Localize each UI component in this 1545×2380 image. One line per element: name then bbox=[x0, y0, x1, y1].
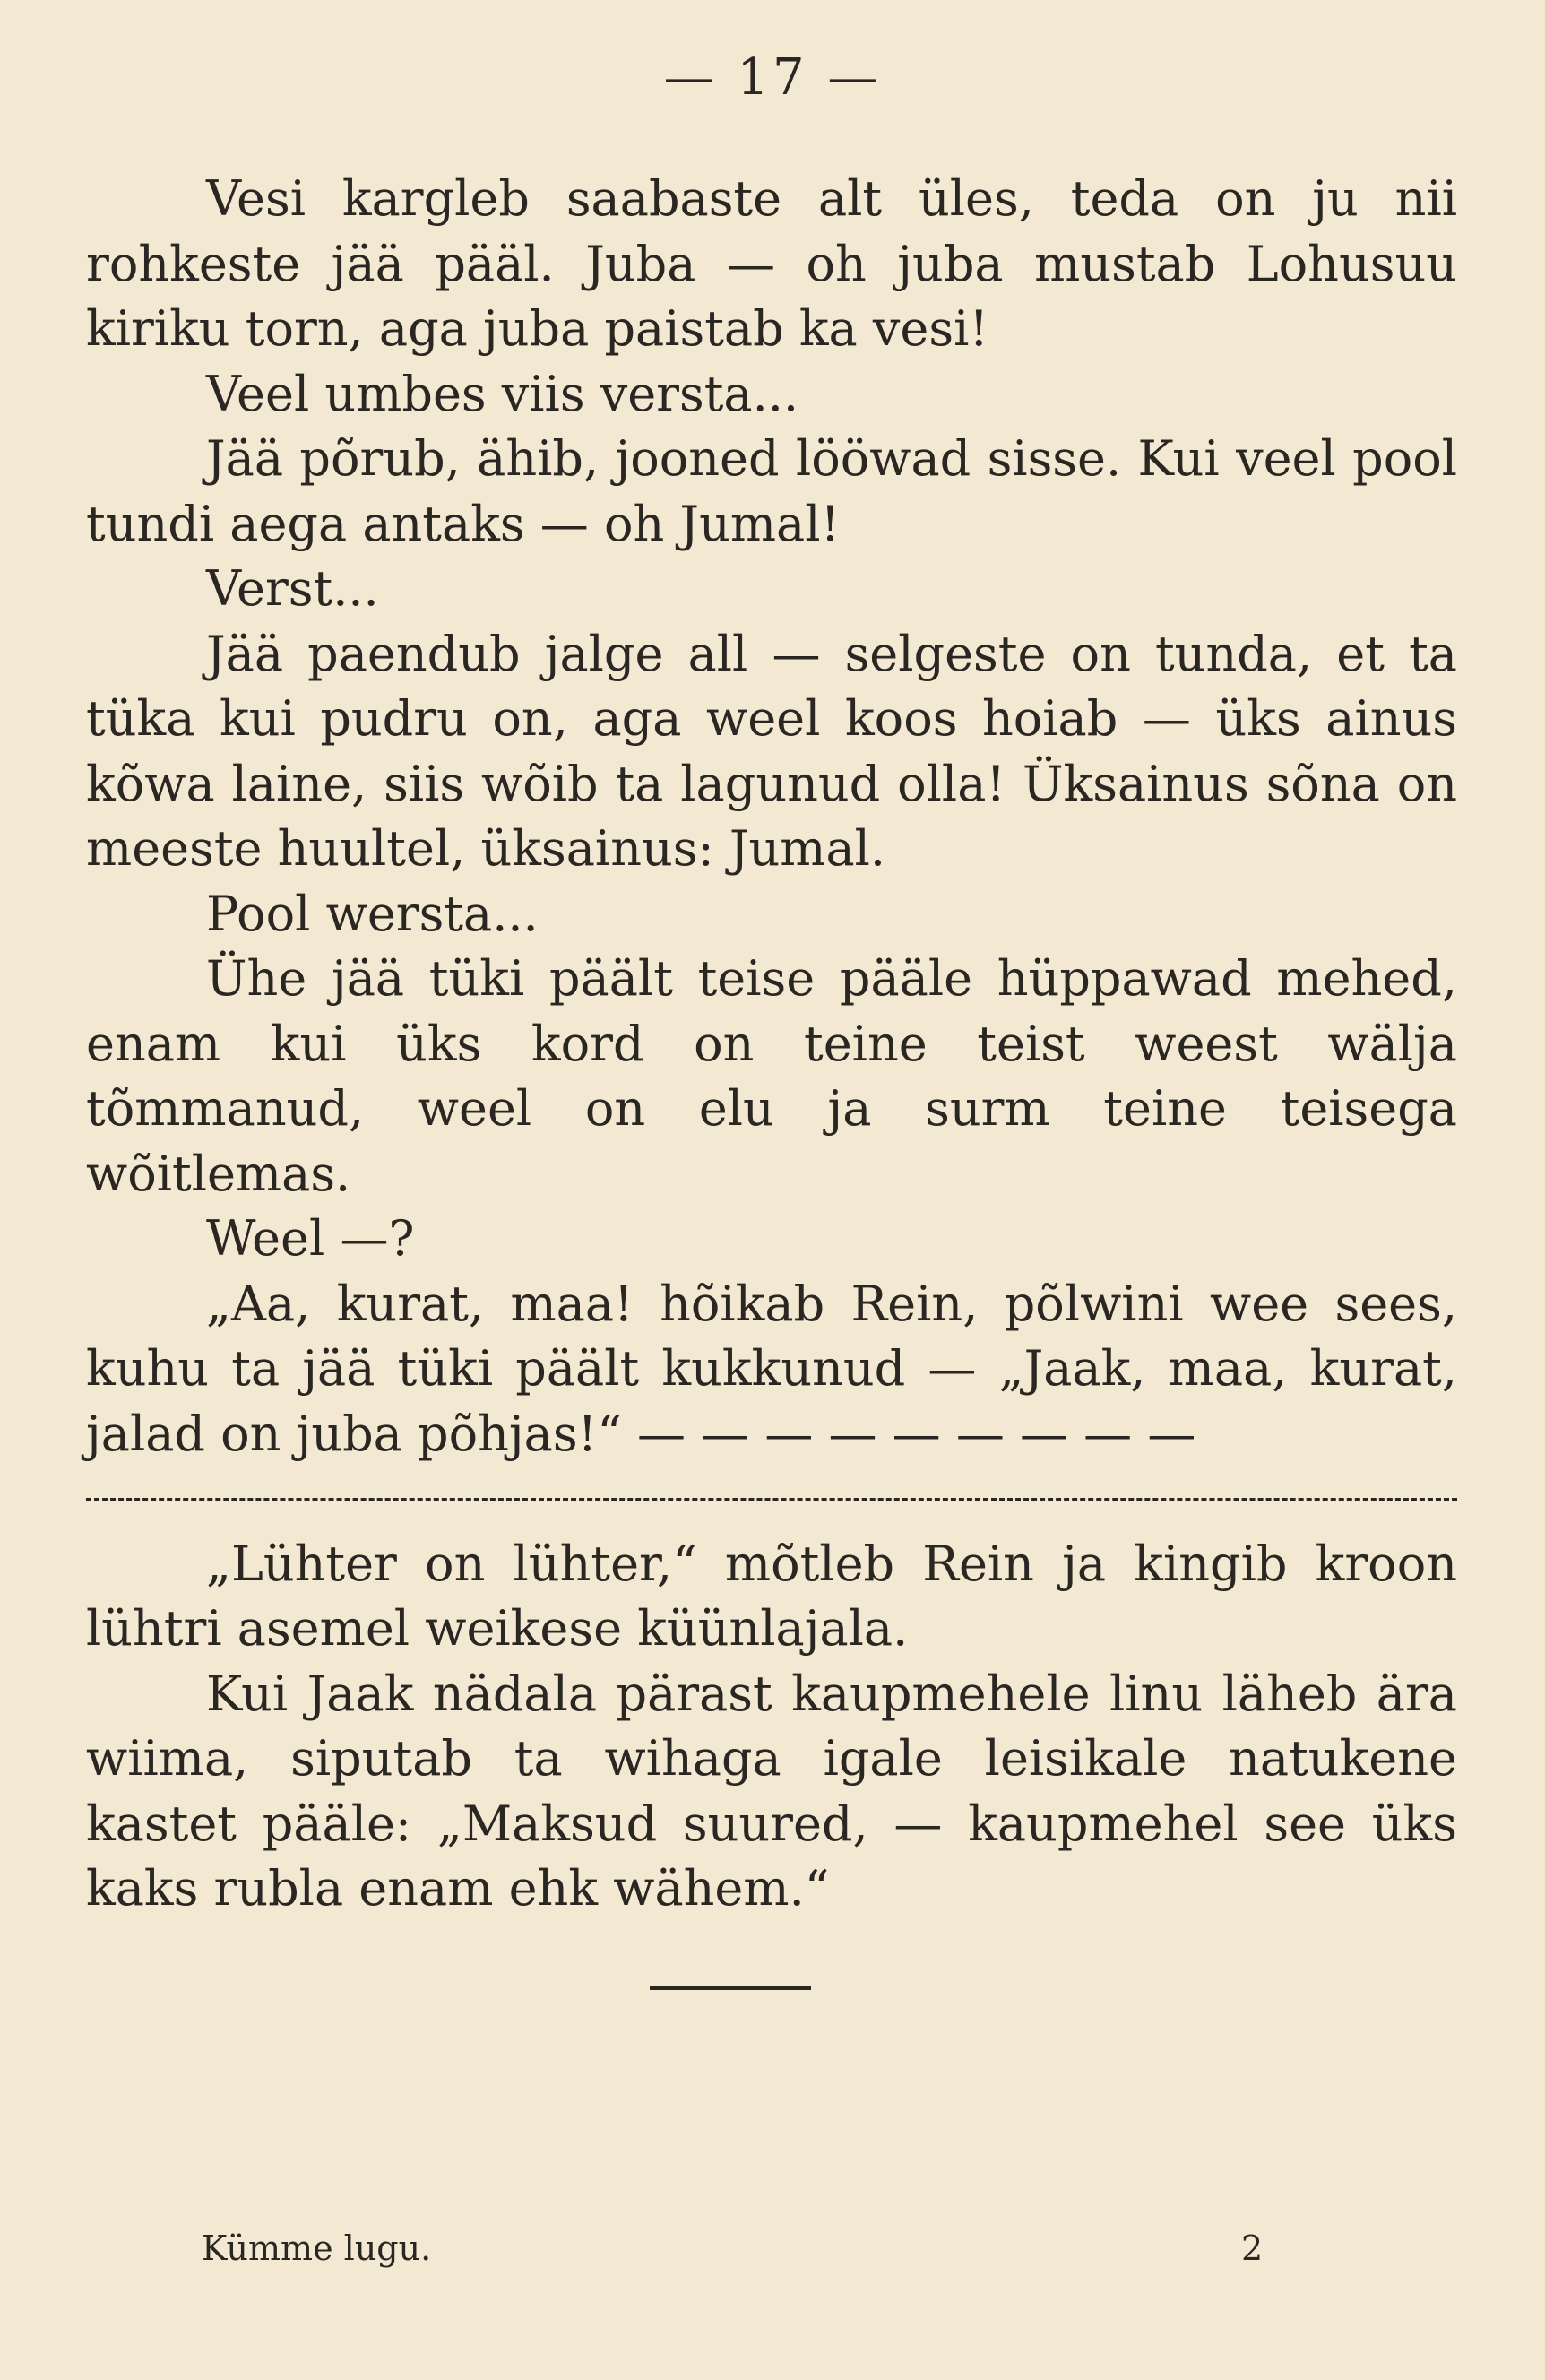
paragraph: „Lühter on lühter,“ mõtleb Rein ja kingib kroon lühtri asemel weikese küünlajala. bbox=[86, 1535, 1457, 1657]
paragraph: Kui Jaak nädala pärast kaupmehele linu läheb ära wiima, siputab ta wihaga igale leisikale natukene kastet pääle: „Maksud suured, — kaupmehel see üks kaks rubla enam ehk wähem.“ bbox=[86, 1665, 1457, 1917]
body-text bbox=[86, 167, 1457, 1922]
paragraph: Jää paendub jalge all — selgeste on tunda, et ta tüka kui pudru on, aga weel koos hoiab — üks ainus kõwa laine, siis wõib ta lagunud olla! Üksainus sõna on meeste huultel, üksainus: Jumal. bbox=[86, 625, 1457, 877]
paragraph: „Aa, kurat, maa! hõikab Rein, põlwini wee sees, kuhu ta jää tüki päält kukkunud — „Jaak, maa, kurat, jalad on juba põhjas!“ — — — — — — — — — bbox=[86, 1275, 1457, 1462]
section-end-rule bbox=[650, 1986, 811, 1990]
dashed-separator bbox=[86, 1467, 1457, 1532]
page-number-header: — 17 — bbox=[663, 48, 882, 107]
dash-line bbox=[86, 1498, 1457, 1501]
signature-mark: 2 bbox=[1241, 2229, 1264, 2268]
paragraph: Weel —? bbox=[206, 1210, 415, 1267]
paragraph: Ühe jää tüki päält teise pääle hüppawad mehed, enam kui üks kord on teine teist weest wälja tõmmanud, weel on elu ja surm teine teisega wõitlemas. bbox=[86, 950, 1457, 1202]
paragraph: Veel umbes viis versta... bbox=[206, 365, 799, 422]
paragraph: Vesi kargleb saabaste alt üles, teda on ju nii rohkeste jää pääl. Juba — oh juba mustab Lohusuu kiriku torn, aga juba paistab ka vesi! bbox=[86, 170, 1457, 357]
paragraph: Verst... bbox=[206, 560, 379, 617]
footer-signature: Kümme lugu. bbox=[202, 2229, 432, 2268]
paragraph: Pool wersta... bbox=[206, 885, 539, 942]
paragraph: Jää põrub, ähib, jooned lööwad sisse. Kui veel pool tundi aega antaks — oh Jumal! bbox=[86, 430, 1457, 552]
